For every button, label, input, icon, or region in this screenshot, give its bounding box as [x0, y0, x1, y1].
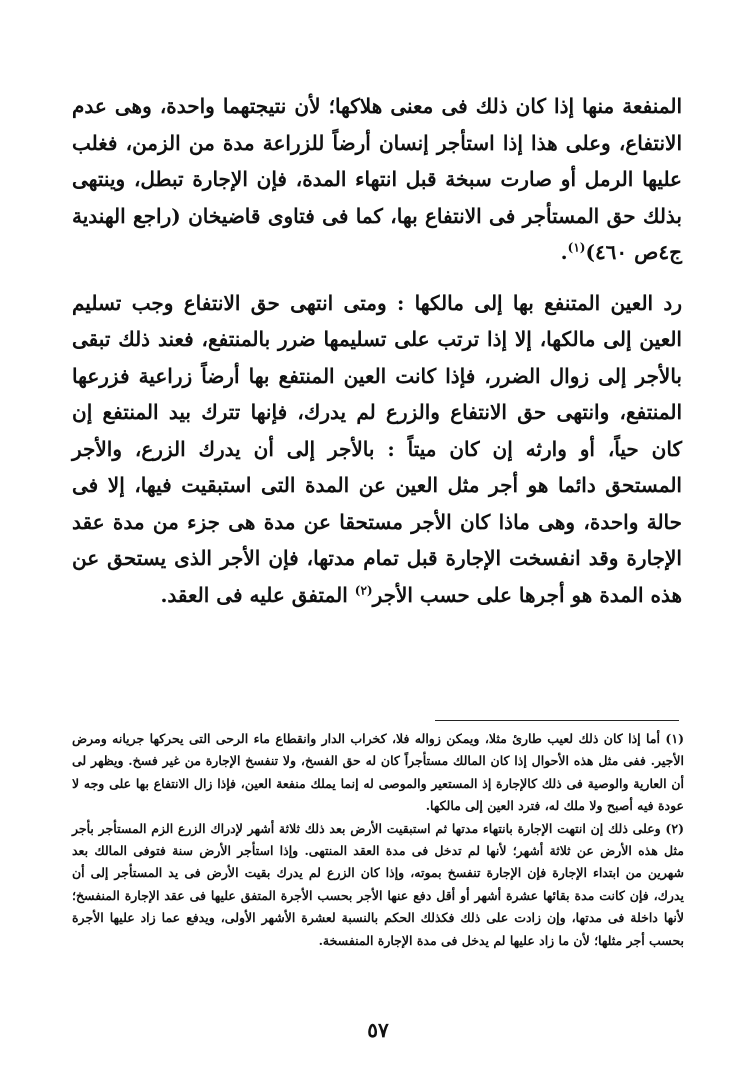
footnotes: [72, 728, 684, 952]
paragraph-1: [72, 88, 682, 271]
paragraph-2-text: ومتى انتهى حق الانتفاع وجب تسليم العين إلى مالكها، إلا إذا ترتب على تسليمها ضرر بالمنتفع، فعند ذلك تبقى بالأجر إلى زوال الضرر، فإذا كانت العين المنتفع بها أرضاً زراعية فزرعها المنتفع، وانتهى حق الانتفاع والزرع لم يدرك، فإنها تترك بيد المنتفع إن كان حياً، أو وارثه إن كان ميتاً : بالأجر إلى أن يدرك الزرع، والأجر المستحق دائما هو أجر مثل العين عن المدة التى استبقيت فيها، إلا فى حالة واحدة، وهى ماذا كان الأجر مستحقا عن مدة هى جزء من مدة عقد الإجارة وقد انفسخت الإجارة قبل تمام مدتها، فإن الأجر الذى يستحق عن هذه المدة هو أجرها على حسب الأجر: [72, 290, 682, 607]
section-heading: رد العين المتنفع بها إلى مالكها :: [396, 290, 682, 315]
paragraph-2-end: المتفق عليه فى العقد.: [160, 582, 355, 607]
paragraph-1-text: المنفعة منها إذا كان ذلك فى معنى هلاكها؛ لأن نتيجتهما واحدة، وهى عدم الانتفاع، وعلى هذا إذا استأجر إنسان أرضاً للزراعة مدة من الزمن، فغلب عليها الرمل أو صارت سبخة قبل انتهاء المدة، فإن الإجارة تبطل، وينتهى بذلك حق المستأجر فى الانتفاع بها، كما فى فتاوى قاضيخان (راجع الهندية ج٤ص ٤٦٠): [72, 94, 682, 264]
page-number: ٥٧: [367, 1018, 389, 1042]
footnote-divider: [435, 720, 679, 721]
main-text: [72, 88, 682, 613]
footnote-ref-1: (١): [567, 240, 586, 255]
paragraph-1-end: .: [560, 240, 568, 264]
footnote-ref-2: (٢): [354, 582, 373, 597]
paragraph-gap: [72, 271, 682, 285]
footnote-2: (٢) وعلى ذلك إن انتهت الإجارة بانتهاء مدتها ثم استبقيت الأرض بعد ذلك ثلاثة أشهر لإدراك الزرع الزم المستأجر بأجر مثل هذه الأرض عن ثلاثة أشهر؛ لأنها لم تدخل فى مدة العقد المنتهى. وإذا استأجر الأرض سنة فتوفى المالك بعد شهرين من ابتداء الإجارة فإن الإجارة تنفسخ بموته، وإذا كان الزرع لم يدرك بقيت الأرض فى يد المستأجر إلى أن يدرك، فإن كانت مدة بقائها عشرة أشهر أو أقل دفع عنها الأجر بحسب الأجرة المتفق عليها فى عقد الإجارة المنفسخ؛ لأنها داخلة فى مدتها، وإن زادت على ذلك فكذلك الحكم بالنسبة لعشرة الأشهر الأولى، ويدفع عما زاد عليها الأجرة بحسب أجر مثلها؛ لأن ما زاد عليها لم يدخل فى مدة الإجارة المنفسخة.: [72, 820, 684, 948]
footnote-1: (١) أما إذا كان ذلك لعيب طارئ مثلا، ويمكن زواله فلا، كخراب الدار وانقطاع ماء الرحى التى يحركها جريانه ومرض الأجير. ففى مثل هذه الأحوال إذا كان المالك مستأجراً كان له حق الفسخ، ولا تنفسخ الإجارة من غير فسخ. ويظهر لى أن العارية والوصية فى ذلك كالإجارة إذ المستعير والموصى له إنما يملك منفعة العين، فإذا زال الانتفاع بها على وجه لا عودة فيه أصبح ولا ملك له، فترد العين إلى مالكها.: [72, 731, 684, 814]
paragraph-2: [72, 285, 682, 614]
